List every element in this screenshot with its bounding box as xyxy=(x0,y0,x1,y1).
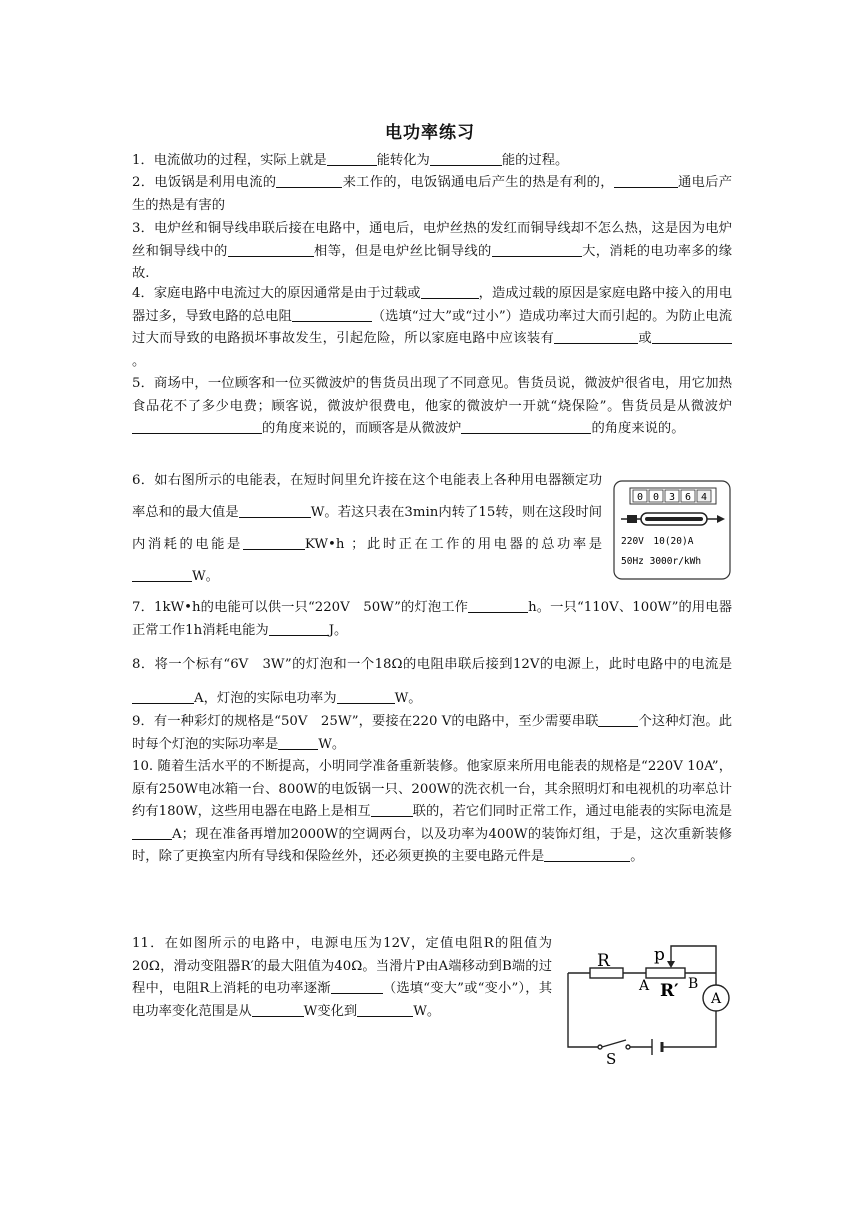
answer-blank[interactable] xyxy=(269,621,329,636)
rheostat xyxy=(646,968,685,978)
question-9: 9．有一种彩灯的规格是“50V 25W”，要接在220 V的电路中，至少需要串联 个这种灯泡。此时每个灯泡的实际功率是 W。 xyxy=(132,714,733,752)
question-2: 2．电饭锅是利用电流的 来工作的，电饭锅通电后产生的热是有利的， 通电后产生的热是有害的 xyxy=(132,175,733,213)
battery-icon xyxy=(652,1039,662,1055)
answer-blank[interactable] xyxy=(331,979,383,994)
slider-arrow-icon xyxy=(667,961,675,968)
answer-blank[interactable] xyxy=(421,284,479,299)
answer-blank[interactable] xyxy=(327,151,377,166)
answer-blank[interactable] xyxy=(371,802,413,817)
question-6: 6．如右图所示的电能表，在短时间里允许接在这个电能表上各种用电器额定功率总和的最大值是 W。若这只表在3min内转了15转，则在这段时间内消耗的电能是 KW•h ；此时正在工作的用电器的总功率是W。 xyxy=(132,473,602,584)
meter-rating: 220V 10(20)A xyxy=(621,536,694,547)
answer-blank[interactable] xyxy=(239,503,311,518)
answer-blank[interactable] xyxy=(492,242,582,257)
answer-blank[interactable] xyxy=(337,689,395,704)
meter-digit: 0 xyxy=(636,492,644,503)
answer-blank[interactable] xyxy=(430,151,502,166)
question-4: 4．家庭电路中电流过大的原因通常是由于过载或 ，造成过载的原因是家庭电路中接入的用电器过多，导致电路的总电阻 （选填“过大”或“过小”）造成功率过大而引起的。为防止电流过大而导致的电路损坏事故发生，引起危险，所以家庭电路中应该装有 或。 xyxy=(132,286,733,369)
circuit-diagram xyxy=(560,938,732,1070)
label-ammeter: A xyxy=(710,991,722,1007)
question-11: 11．在如图所示的电路中，电源电压为12V，定值电阻R的阻值为20Ω，滑动变阻器R′的最大阻值为40Ω。当滑片P由A端移动到B端的过程中，电阻R上消耗的电功率逐渐 （选填“变大”或“变小”），其电功率变化范围是从 W变化到 W。 xyxy=(132,936,553,1019)
label-P: p xyxy=(654,945,665,965)
answer-blank[interactable] xyxy=(598,712,638,727)
answer-blank[interactable] xyxy=(278,735,318,750)
question-1: 1．电流做功的过程，实际上就是 能转化为 能的过程。 xyxy=(132,153,569,168)
answer-blank[interactable] xyxy=(292,307,372,322)
answer-blank[interactable] xyxy=(252,1002,304,1017)
meter-digit: 0 xyxy=(652,492,660,503)
electric-meter-figure xyxy=(613,480,731,580)
label-A-end: A xyxy=(639,978,650,994)
label-R-prime: R′ xyxy=(660,981,679,1001)
meter-frequency-revolutions: 50Hz 3000r/kWh xyxy=(621,556,702,567)
answer-blank[interactable] xyxy=(554,329,638,344)
answer-blank[interactable] xyxy=(132,419,262,434)
switch-icon xyxy=(598,1040,630,1049)
answer-blank[interactable] xyxy=(461,419,591,434)
answer-blank[interactable] xyxy=(132,689,194,704)
question-5: 5．商场中，一位顾客和一位买微波炉的售货员出现了不同意见。售货员说，微波炉很省电，用它加热食品花不了多少电费；顾客说，微波炉很费电，他家的微波炉一开就“烧保险”。售货员是从微波炉的角度来说的，而顾客是从微波炉 的角度来说的。 xyxy=(132,376,732,436)
answer-blank[interactable] xyxy=(132,825,172,840)
label-B-end: B xyxy=(688,976,699,992)
question-3: 3．电炉丝和铜导线串联后接在电路中，通电后，电炉丝热的发红而铜导线却不怎么热，这是因为电炉丝和铜导线中的 相等，但是电炉丝比铜导线的 大，消耗的电功率多的缘故. xyxy=(132,221,733,281)
meter-digit: 4 xyxy=(700,492,708,503)
answer-blank[interactable] xyxy=(468,598,528,613)
answer-blank[interactable] xyxy=(544,847,630,862)
answer-blank[interactable] xyxy=(614,173,678,188)
answer-blank[interactable] xyxy=(652,329,732,344)
meter-digit: 6 xyxy=(684,492,692,503)
answer-blank[interactable] xyxy=(276,173,342,188)
answer-blank[interactable] xyxy=(357,1002,413,1017)
meter-digit: 3 xyxy=(668,492,676,503)
page-title: 电功率练习 xyxy=(385,123,475,143)
label-R: R xyxy=(597,951,610,971)
answer-blank[interactable] xyxy=(228,242,314,257)
answer-blank[interactable] xyxy=(243,535,305,550)
question-7: 7．1kW•h的电能可以供一只“220V 50W”的灯泡工作 h。一只“110V、100W”的用电器正常工作1h消耗电能为 J。 xyxy=(132,600,732,638)
question-10: 10. 随着生活水平的不断提高，小明同学准备重新装修。他家原来所用电能表的规格是“220V 10A”，原有250W电冰箱一台、800W的电饭锅一只、200W的洗衣机一台，其余照明灯和电视机的功率总计约有180W，这些用电器在电路上是相互 联的，若它们同时正常工作，通过电能表的实际电流是A；现在准备再增加2000W的空调两台，以及功率为400W的装饰灯组，于是，这次重新装修时，除了更换室内所有导线和保险丝外，还必须更换的主要电路元件是 。 xyxy=(132,759,733,864)
answer-blank[interactable] xyxy=(132,567,192,582)
question-8: 8．将一个标有“6V 3W”的灯泡和一个18Ω的电阻串联后接到12V的电源上，此时电路中的电流是A，灯泡的实际电功率为 W。 xyxy=(132,657,732,706)
label-switch: S xyxy=(606,1050,617,1068)
